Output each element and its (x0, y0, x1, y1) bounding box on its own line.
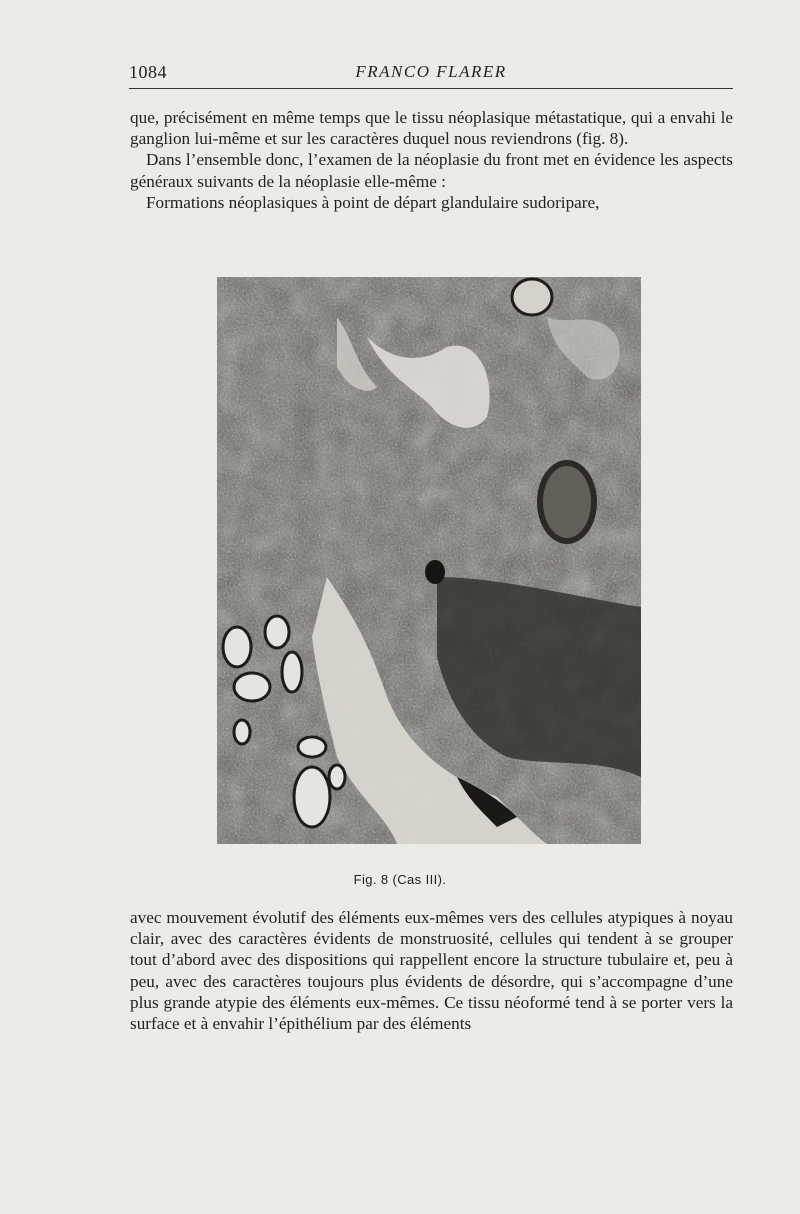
paragraph: Formations néoplasiques à point de départ glandulaire sudoripare, (146, 192, 600, 212)
figure-caption: Fig. 8 (Cas III). (353, 872, 447, 887)
page-number: 1084 (129, 62, 167, 82)
paragraph: que, précisément en même temps que le tissu néoplasique métastatique, qui a envahi le ganglion lui-même et sur les caractères duquel nous reviendrons (fig. 8). (130, 108, 733, 149)
body-text-top (130, 107, 733, 213)
paragraph: avec mouvement évolutif des éléments eux-mêmes vers des cellules atypiques à noyau clair, avec des caractères évidents de monstruosité, cellules qui tendent à se grouper tout d’abord avec des dispositions qui rappellent encore la structure tubulaire et, peu à peu, avec des caractères toujours plus évidents de désordre, qui s’accompagne d’une plus grande atypie des éléments eux-mêmes. Ce tissu néoformé tend à se porter vers la surface et à envahir l’épithélium par des éléments (130, 908, 733, 1034)
paragraph: Dans l’ensemble donc, l’examen de la néoplasie du front met en évidence les aspects généraux suivants de la néoplasie elle-même : (130, 150, 733, 191)
running-head: FRANCO FLARER (355, 62, 507, 81)
page-header (129, 62, 733, 89)
body-text-bottom (130, 907, 733, 1034)
histology-micrograph (217, 277, 641, 844)
